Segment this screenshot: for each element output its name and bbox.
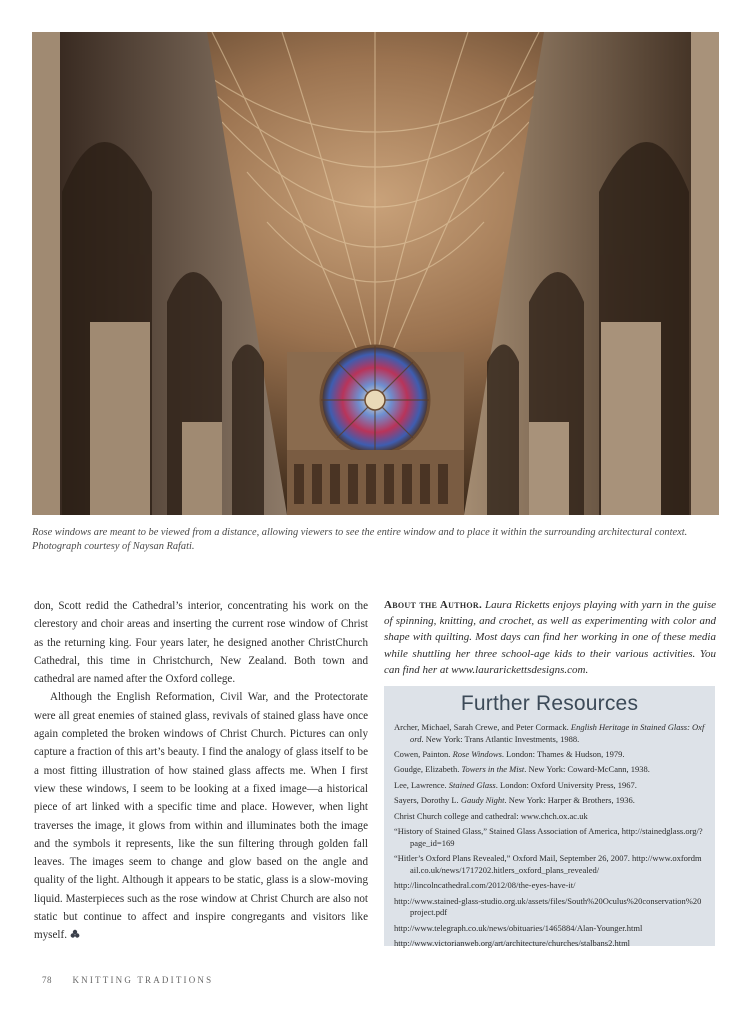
resource-text: “Hitler’s Oxford Plans Revealed,” Oxford Mail, September 26, 2007. http://www.oxfordmail.co.uk/news/1717202.hitlers_oxford_plans_revealed/ xyxy=(394,853,702,875)
resource-text: “History of Stained Glass,” Stained Glass Association of America, http://stainedglass.org/?page_id=169 xyxy=(394,826,703,848)
resource-title: Gaudy Night xyxy=(460,795,505,806)
photo-caption xyxy=(32,526,722,553)
resource-text: Cowen, Painton. xyxy=(394,749,453,760)
page-number: 78 xyxy=(42,975,52,985)
resource-title: Rose Windows xyxy=(452,749,502,760)
resource-item xyxy=(394,938,705,950)
resource-item xyxy=(394,722,705,745)
resource-item xyxy=(394,880,705,892)
resource-text: Archer, Michael, Sarah Crewe, and Peter Cormack. xyxy=(394,722,571,732)
resource-item xyxy=(394,826,705,849)
resource-item xyxy=(394,853,705,876)
resource-text: http://www.telegraph.co.uk/news/obituaries/1465884/Alan-Younger.html xyxy=(394,922,643,933)
resource-text: Goudge, Elizabeth. xyxy=(394,764,462,775)
cathedral-photo xyxy=(32,32,719,515)
running-title: KNITTING TRADITIONS xyxy=(72,975,214,985)
resource-item xyxy=(394,764,705,776)
article-paragraph-1: don, Scott redid the Cathedral’s interior, concentrating his work on the clerestory and choir areas and inserting the current rose window of Christ as the returning king. Four years later, he designed another ChristChurch Cathedral, this time in Christchurch, New Zealand. Both town and cathedral are named after the Oxford college. xyxy=(34,600,368,686)
end-mark-icon xyxy=(70,929,80,939)
resource-title: Towers in the Mist xyxy=(461,764,525,775)
resource-text: http://lincolncathedral.com/2012/08/the-eyes-have-it/ xyxy=(394,880,576,891)
resources-list xyxy=(394,722,705,950)
resource-text: http://www.victorianweb.org/art/architecture/churches/stalbans2.html xyxy=(394,938,631,949)
resource-item xyxy=(394,749,705,761)
resource-item xyxy=(394,780,705,792)
about-label: About the Author. xyxy=(384,599,482,611)
resources-title: Further Resources xyxy=(460,692,639,715)
resource-text: Sayers, Dorothy L. xyxy=(394,795,461,806)
about-the-author xyxy=(384,597,716,678)
resource-text: . New York: Harper & Brothers, 1936. xyxy=(504,795,635,806)
article-paragraph-2-text: Although the English Reformation, Civil War, and the Protectorate were all great enemies of stained glass, revivals of stained glass have once again completed the broken windows of Christ Church. Pictures can only capture a fraction of this art’s beauty. I find the analogy of glass itself to be a most fitting illustration of how stained glass affects me. When I first view these windows, I seem to be looking at a fixed image—a historical piece of art linked with a specific time and place. However, when light traverses the image, it glows from within and illuminates both the image and the symbols it represents, like the sun filtering through golden fall leaves. The images seem to change and glow based on the angle and quality of the light. Although it appears to be static, glass is a slow-moving liquid. Masterpieces such as the rose window at Christ Church are also not static but continue to affect and inspire congregants and visitors like myself. xyxy=(34,691,368,942)
caption-line-2: Photograph courtesy of Naysan Rafati. xyxy=(32,540,195,552)
further-resources-box xyxy=(384,686,715,949)
article-body xyxy=(34,597,368,945)
resource-text: Lee, Lawrence. xyxy=(394,779,449,790)
resource-text: . New York: Trans Atlantic Investments, 1988. xyxy=(421,733,580,744)
resource-item xyxy=(394,923,705,935)
caption-line-1: Rose windows are meant to be viewed from a distance, allowing viewers to see the entire window and to place it within the surrounding architectural context. xyxy=(32,527,688,538)
page-footer xyxy=(42,975,213,985)
article-paragraph-2 xyxy=(34,688,368,944)
resource-text: . London: Thames & Hudson, 1979. xyxy=(501,749,625,760)
resource-text: http://www.stained-glass-studio.org.uk/assets/files/South%20Oculus%20conservation%20project.pdf xyxy=(394,895,702,918)
resource-title: English Heritage in Stained Glass: Oxford xyxy=(410,722,705,744)
resource-item xyxy=(394,811,705,823)
cathedral-illustration xyxy=(32,32,719,515)
resource-item xyxy=(394,795,705,807)
resource-text: . London: Oxford University Press, 1967. xyxy=(495,779,637,790)
resource-item xyxy=(394,896,705,919)
resource-title: Stained Glass xyxy=(448,779,496,790)
resource-text: . New York: Coward-McCann, 1938. xyxy=(524,764,650,775)
about-text: Laura Ricketts enjoys playing with yarn in the guise of spinning, knitting, and crochet, as well as experimenting with color and shape with quilting. Most days can find her working in one of these media while shuttling her three school-age kids to their various activities. You can find her at www.laurarickettsdesigns.com. xyxy=(384,599,716,676)
resource-text: Christ Church college and cathedral: www.chch.ox.ac.uk xyxy=(394,810,588,821)
